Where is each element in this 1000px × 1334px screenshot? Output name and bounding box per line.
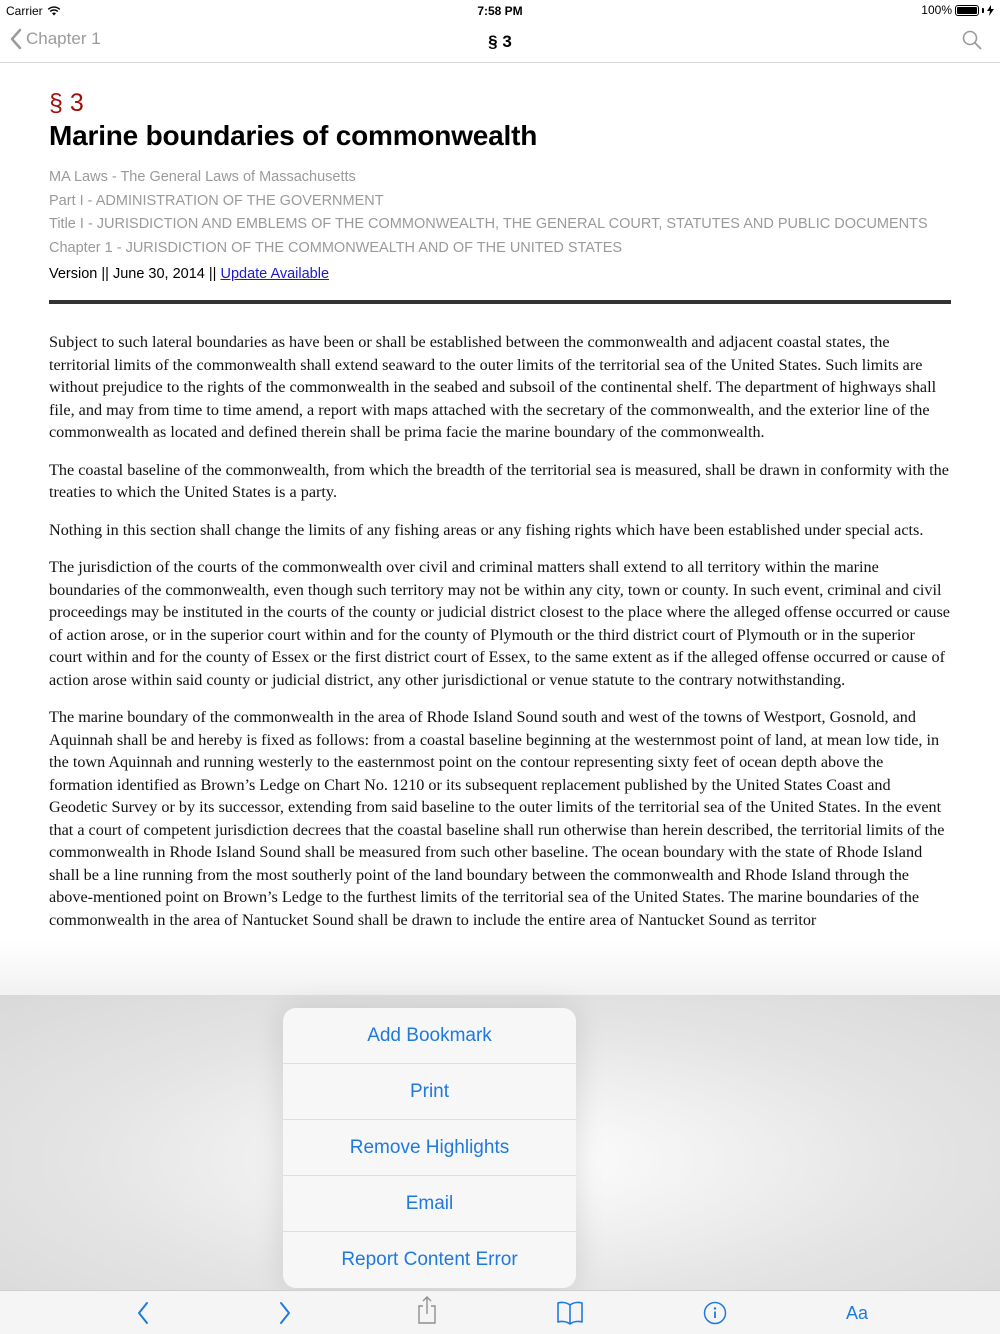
statute-paragraph: Subject to such lateral boundaries as have been or shall be established between the commonwealth and adjacent coastal states, the territorial limits of the commonwealth shall extend seaward to the outer limits of the territorial sea of the United States. Such limits are without prejudice to the rights of the commonwealth in the seabed and subsoil of the continental shelf. The department of highways shall file, and may from time to time amend, a report with maps attached with the secretary of the commonwealth, and the exterior line of the commonwealth as located and defined therein shall be prima facie the marine boundary of the commonwealth. [49,333,937,441]
search-icon [962,30,982,50]
font-settings-button[interactable]: Aa [845,1302,869,1323]
share-icon [416,1295,438,1325]
battery-icon [955,5,979,16]
nav-title: § 3 [488,32,512,51]
status-bar [0,0,1000,22]
divider [49,300,951,304]
back-button[interactable] [10,28,101,50]
report-content-error-button[interactable]: Report Content Error [341,1249,518,1270]
chevron-right-icon [278,1301,292,1325]
remove-highlights-button[interactable]: Remove Highlights [283,1120,576,1176]
info-icon [703,1301,727,1325]
search-button[interactable] [962,30,982,55]
clock: 7:58 PM [477,4,523,18]
section-number: § 3 [49,89,84,117]
breadcrumb [49,166,951,260]
share-button[interactable] [414,1296,440,1324]
back-button-label: Chapter 1 [26,29,101,48]
bottom-toolbar [0,1290,1000,1334]
previous-section-button[interactable] [130,1299,156,1327]
content-fade [0,940,1000,1000]
add-bookmark-button[interactable]: Add Bookmark [283,1008,576,1064]
breadcrumb-item: Part I - ADMINISTRATION OF THE GOVERNMENT [49,192,384,209]
email-button[interactable]: Email [283,1176,576,1232]
statute-paragraph: Nothing in this section shall change the limits of any fishing areas or any fishing rights which have been established under special acts. [49,520,924,539]
statute-paragraph: The coastal baseline of the commonwealth, from which the breadth of the territorial sea is measured, shall be drawn in conformity with the treaties to which the United States is a party. [49,460,949,501]
book-icon [556,1301,584,1325]
carrier-label: Carrier [6,4,43,18]
statute-paragraph: The marine boundary of the commonwealth in the area of Rhode Island Sound south and west of the towns of Westport, Gosnold, and Aquinnah shall be and hereby is fixed as follows: from a coastal baseline beginning at the westernmost point of land, at mean low tide, in the town Aquinnah and running westerly to the easternmost point on the contour representing sixty feet of ocean depth above the formation identified as Brown’s Ledge on Chart No. 1210 or its subsequent replacement published by the United States Coast and Geodetic Survey or by its successor, extending from said baseline to the outer limits of the territorial sea of the United States. In the event that a court of competent jurisdiction decrees that the coastal baseline shall run otherwise than herein described, the territorial limits of the commonwealth in Rhode Island Sound shall be measured from such other baseline. The ocean boundary with the state of Rhode Island shall be a line running from the most southerly point of the land boundary between the commonwealth and Rhode Island through the above-mentioned point on Brown’s Ledge to the furthest limits of the territorial sea of the United States. The marine boundaries of the commonwealth in the area of Nantucket Sound shall be drawn to include the entire area of Nantucket Sound as territor [49,708,945,929]
next-section-button[interactable] [272,1299,298,1327]
version-info [49,266,951,282]
battery-percent: 100% [921,3,952,17]
print-button[interactable]: Print [283,1064,576,1120]
chevron-left-icon [10,28,22,50]
breadcrumb-item: Chapter 1 - JURISDICTION OF THE COMMONWEALTH AND OF THE UNITED STATES [49,239,623,256]
statute-paragraph: The jurisdiction of the courts of the commonwealth over civil and criminal matters shall extend to all territory within the marine boundaries of the commonwealth, even though such territory may not be within any city, town or county. In such event, criminal and civil proceedings may be instituted in the courts of the county or judicial district closest to the place where the alleged offense occurred or cause of action arose, or in the superior court within and for the county of Plymouth or the third district court of Plymouth or in the superior court within and for the county of Essex or the first district court of Essex, to the same extent as if the alleged offense occurred or cause of action arose within said county or judicial district, any other jurisdictional or venue statute to the contrary notwithstanding. [49,558,950,689]
bookmarks-button[interactable] [556,1299,584,1327]
navigation-bar [0,22,1000,63]
charging-bolt-icon [987,5,994,16]
update-available-link[interactable]: Update Available [220,266,330,282]
breadcrumb-item: Title I - JURISDICTION AND EMBLEMS OF THE COMMONWEALTH, THE GENERAL COURT, STATUTES AND PUBLIC DOCUMENTS [49,216,928,232]
action-menu [283,1008,576,1288]
info-button[interactable] [702,1299,728,1327]
chevron-left-icon [136,1301,150,1325]
breadcrumb-item: MA Laws - The General Laws of Massachusetts [49,169,356,185]
battery-indicator [921,3,994,17]
section-title: Marine boundaries of commonwealth [49,120,538,151]
statute-text [49,331,951,931]
version-text: Version || June 30, 2014 || [49,266,217,282]
section-content [49,63,951,946]
